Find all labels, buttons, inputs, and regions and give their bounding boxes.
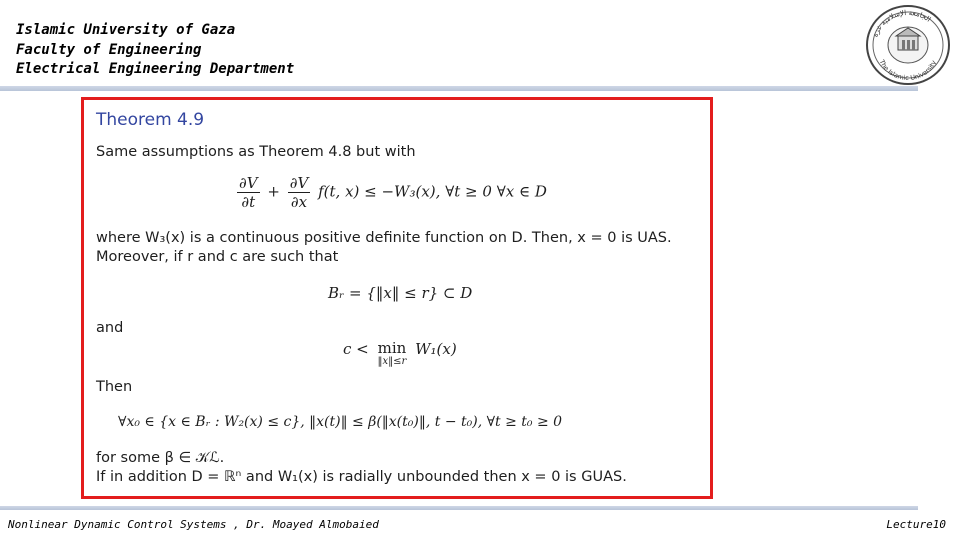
header-divider — [0, 86, 918, 91]
footer-lecture-number: Lecture10 — [886, 518, 946, 531]
university-seal-icon — [862, 2, 954, 88]
faculty-name: Faculty of Engineering — [16, 41, 202, 58]
theorem-intro: Same assumptions as Theorem 4.8 but with — [96, 144, 416, 160]
then-label: Then — [96, 379, 133, 395]
footer-course-title: Nonlinear Dynamic Control Systems , Dr. Moayed Almobaied — [8, 518, 379, 531]
equation-derivative-condition: $\frac{\partial V}{\partial t}$ + $\frac{\partial V}{\partial x}$ f(t, x) ≤ −W₃(x), ∀t ≥ 0 ∀x ∈ D — [239, 174, 547, 211]
where-statement: where W₃(x) is a continuous positive definite function on D. Then, x = 0 is UAS. — [96, 230, 672, 246]
for-some-statement: for some β ∈ 𝒦ℒ. — [96, 450, 225, 466]
fraction-dv-dx: $\frac{\partial V}{\partial x}$ — [289, 174, 309, 211]
footer-divider — [0, 506, 918, 510]
and-label: and — [96, 320, 124, 336]
guas-statement: If in addition D = ℝⁿ and W₁(x) is radially unbounded then x = 0 is GUAS. — [96, 469, 627, 485]
department-name: Electrical Engineering Department — [16, 61, 295, 77]
seal-arabic-text: الجامعة الإسلامية غزة — [871, 8, 933, 38]
header-institution — [16, 21, 294, 80]
min-operator: min ‖x‖≤r — [377, 339, 407, 367]
equation-ball-definition: Bᵣ = {‖x‖ ≤ r} ⊂ D — [328, 284, 473, 302]
equation-stability-bound: ∀x₀ ∈ {x ∈ Bᵣ : W₂(x) ≤ c}, ‖x(t)‖ ≤ β(‖x(t₀)‖, t − t₀), ∀t ≥ t₀ ≥ 0 — [118, 414, 563, 430]
equation-c-min: c < min ‖x‖≤r W₁(x) — [343, 339, 457, 367]
seal-english-text: The Islamic University — [877, 58, 939, 83]
fraction-dv-dt: $\frac{\partial V}{\partial t}$ — [239, 174, 258, 211]
theorem-title: Theorem 4.9 — [96, 110, 205, 130]
moreover-statement: Moreover, if r and c are such that — [96, 249, 339, 265]
theorem-box — [81, 97, 713, 499]
university-name: Islamic University of Gaza — [16, 22, 236, 38]
